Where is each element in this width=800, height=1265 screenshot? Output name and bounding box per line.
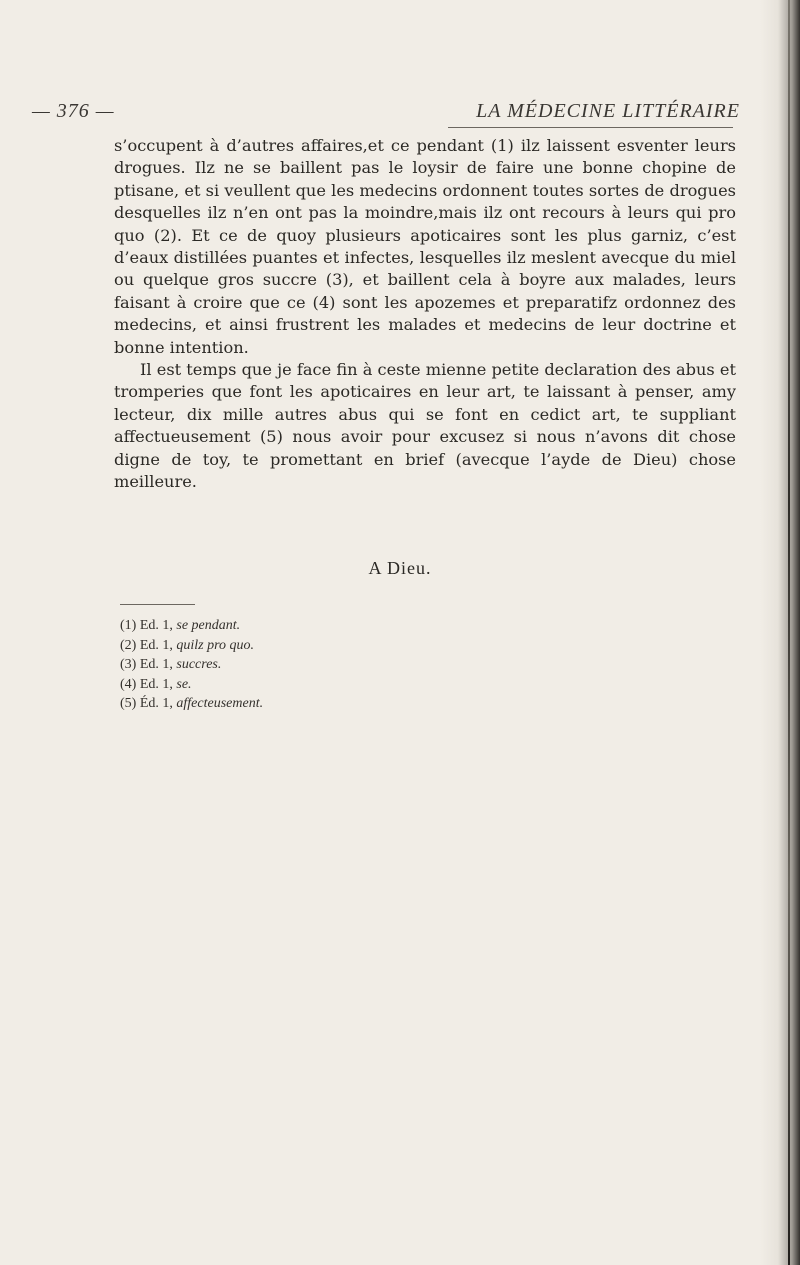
footnote-text: affecteusement. <box>176 696 264 711</box>
page-edge-shadow <box>760 0 800 1265</box>
footnote <box>120 675 620 695</box>
footnote-ref: (4) Ed. 1, <box>120 676 173 692</box>
body-text <box>114 135 736 494</box>
footnote-text: se pendant. <box>176 618 241 633</box>
footnote-text: se. <box>176 676 192 692</box>
footnote-ref: (1) Ed. 1, <box>120 618 173 633</box>
footnote-ref: (2) Ed. 1, <box>120 637 173 653</box>
footnote-ref: (5) Éd. 1, <box>120 696 173 711</box>
header-rule <box>448 127 733 128</box>
footnote <box>120 694 620 714</box>
page-number: — 376 — <box>32 100 115 122</box>
paragraph: s’occupent à d’autres affaires,et ce pendant (1) ilz laissent esventer leurs drogues. Ilz ne se baillent pas le loysir de faire une bonne chopine de ptisane, et si veullent que les medecins ordonnent toutes sortes de drogues desquelles ilz n’en ont pas la moindre,mais ilz ont recours à leurs qui pro quo (2). Et ce de quoy plusieurs apoticaires sont les plus garniz, c’est d’eaux distillées puantes et infectes, lesquelles ilz meslent avecque du miel ou quelque gros succre (3), et baillent cela à boyre aux malades, leurs faisant à croire que ce (4) sont les apozemes et preparatifz ordonnez des medecins, et ainsi frustrent les malades et medecins de leur doctrine et bonne intention. <box>114 136 736 357</box>
closing-signature: A Dieu. <box>368 558 432 578</box>
footnote-text: succres. <box>176 657 222 672</box>
footnote-rule <box>120 604 195 605</box>
paragraph: Il est temps que je face fin à ceste mienne petite declaration des abus et tromperies que font les apoticaires en leur art, te laissant à penser, amy lecteur, dix mille autres abus qui se font en cedict art, te suppliant affectueusement (5) nous avoir pour excusez si nous n’avons dit chose digne de toy, te promettant en brief (avecque l’ayde de Dieu) chose meilleure. <box>114 360 736 492</box>
footnote-ref: (3) Ed. 1, <box>120 657 173 672</box>
footnotes <box>120 616 620 714</box>
footnote <box>120 636 620 656</box>
footnote <box>120 616 620 636</box>
footnote-text: quilz pro quo. <box>176 637 255 653</box>
running-title: LA MÉDECINE LITTÉRAIRE <box>476 100 740 122</box>
binding-edge <box>788 0 790 1265</box>
page-header <box>30 100 740 130</box>
footnote <box>120 655 620 675</box>
